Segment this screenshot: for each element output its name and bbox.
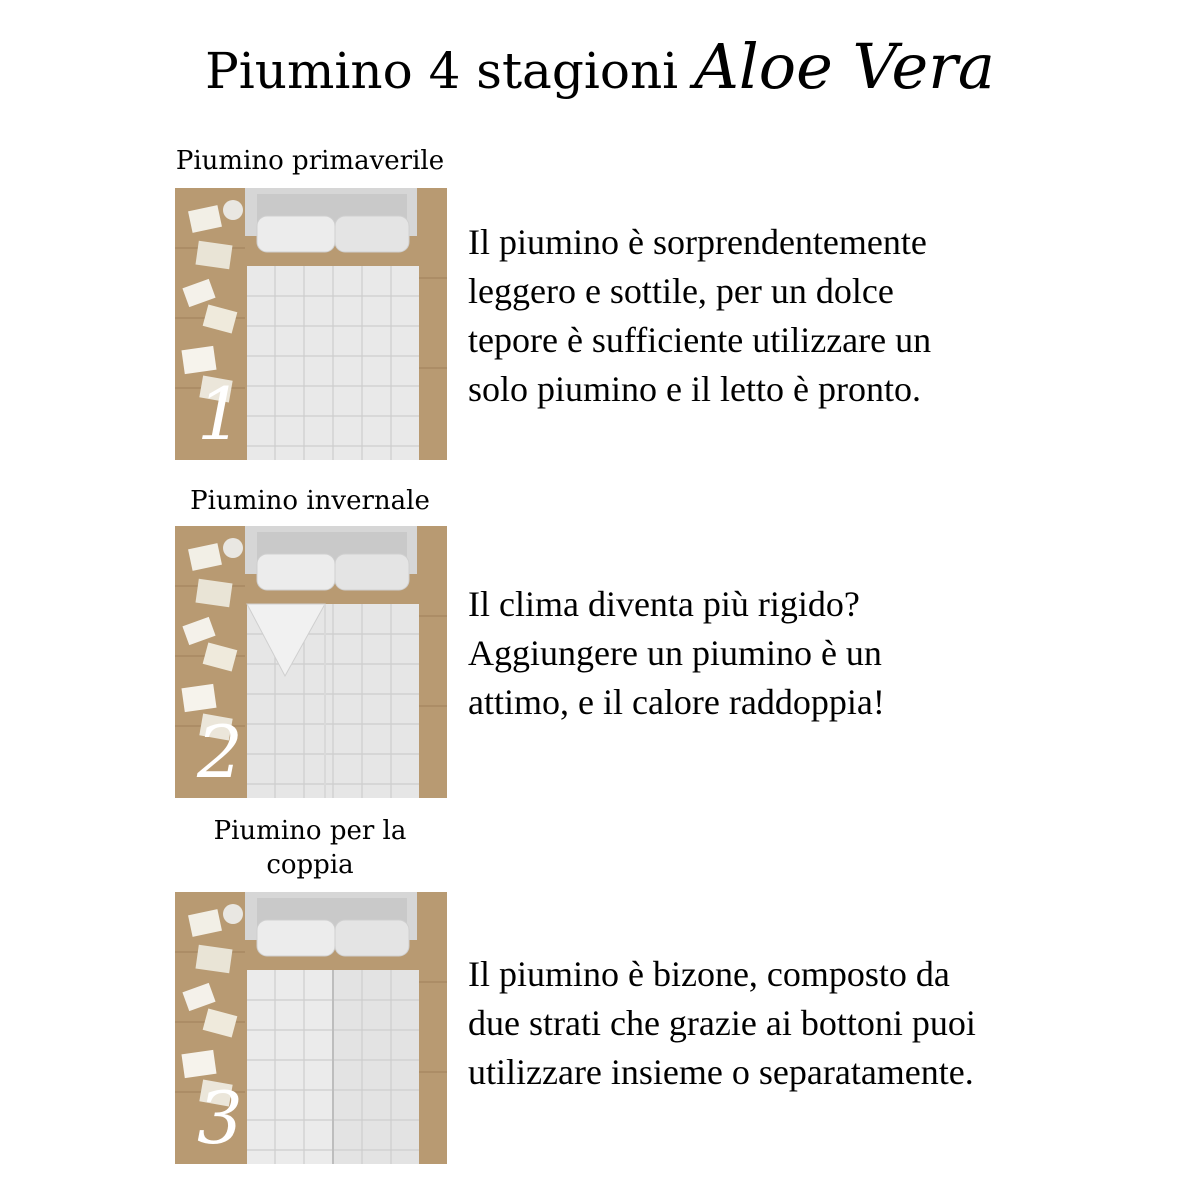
description-line: utilizzare insieme o separatamente.	[468, 1052, 974, 1092]
photo-number: 3	[197, 1076, 243, 1160]
title-brand: Aloe Vera	[694, 30, 995, 103]
description-line: due strati che grazie ai bottoni puoi	[468, 1003, 976, 1043]
section-description	[468, 580, 1188, 727]
section-label-line: Piumino per la	[213, 816, 407, 846]
photo-number: 2	[197, 710, 243, 794]
bed-photo-double-layer-duvet-icon	[175, 526, 447, 798]
section-label: Piumino invernale	[190, 486, 430, 516]
title-main: Piumino 4 stagioni	[205, 42, 679, 100]
photo-number: 1	[197, 372, 243, 456]
page-title	[0, 30, 1200, 103]
description-line: Il piumino è bizone, composto da	[468, 954, 950, 994]
section-label	[170, 814, 450, 882]
description-line: tepore è sufficiente utilizzare un	[468, 320, 932, 360]
section-label: Piumino primaverile	[175, 146, 445, 176]
section-description	[468, 218, 1188, 414]
description-line: solo piumino e il letto è pronto.	[468, 369, 921, 409]
bed-photo-single-duvet-icon	[175, 188, 447, 460]
section-description	[468, 950, 1188, 1097]
description-line: Il clima diventa più rigido?	[468, 584, 860, 624]
bed-photo-split-duvet-icon	[175, 892, 447, 1164]
description-line: attimo, e il calore raddoppia!	[468, 682, 885, 722]
description-line: Aggiungere un piumino è un	[468, 633, 882, 673]
section-label-line: coppia	[266, 850, 354, 880]
description-line: Il piumino è sorprendentemente	[468, 222, 927, 262]
description-line: leggero e sottile, per un dolce	[468, 271, 894, 311]
